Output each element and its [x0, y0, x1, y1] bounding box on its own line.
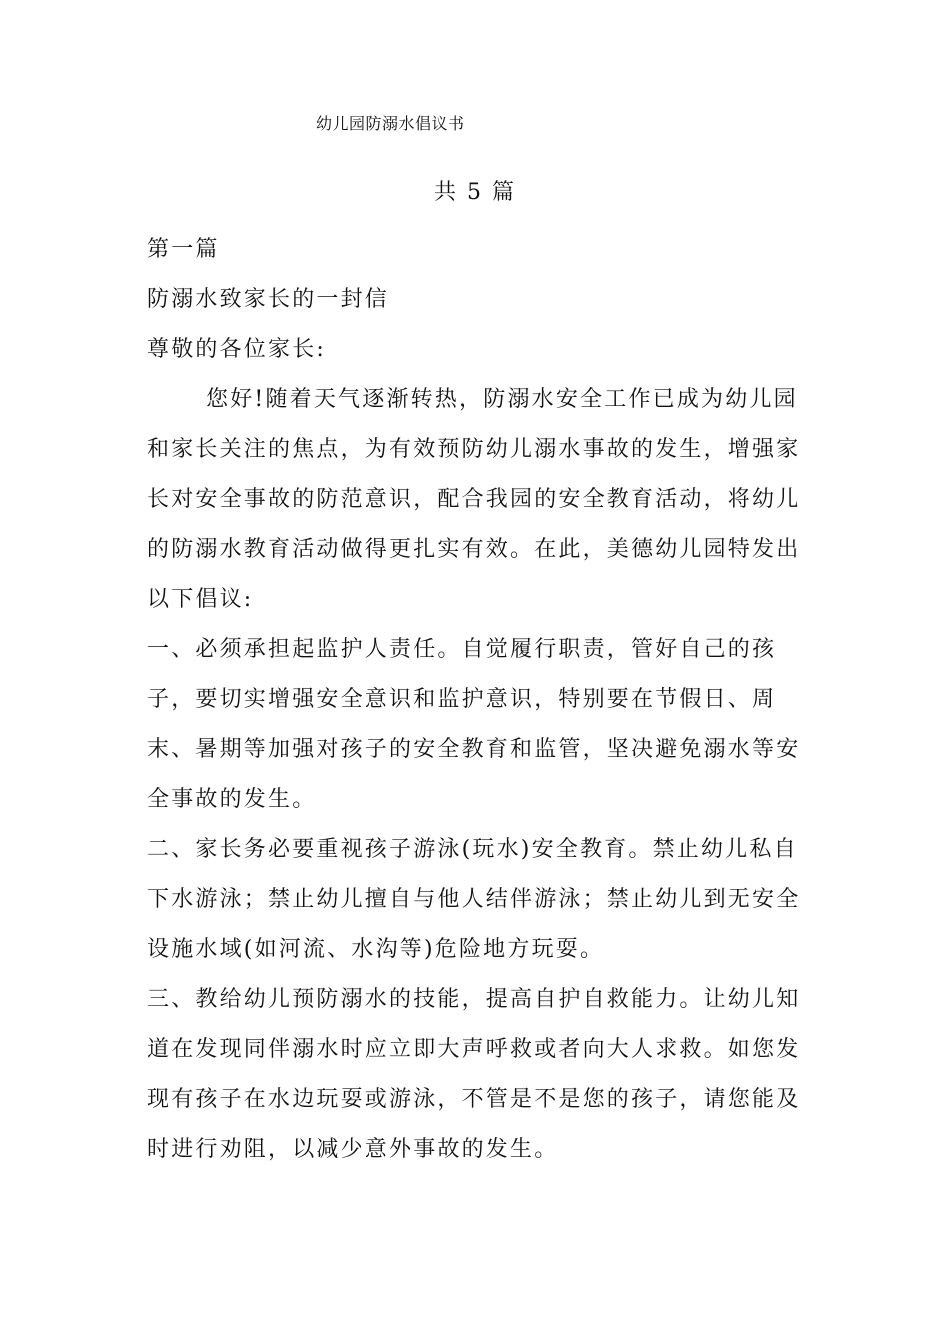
proposal-three-paragraph: 三、教给幼儿预防溺水的技能，提高自护自救能力。让幼儿知道在发现同伴溺水时应立即大声呼救或者向大人求救。如您发现有孩子在水边玩耍或游泳，不管是不是您的孩子，请您能及时进行劝阻，以减少意外事故的发生。 [147, 987, 801, 1162]
salutation: 尊敬的各位家长: [147, 337, 327, 362]
intro-paragraph: 您好!随着天气逐渐转热，防溺水安全工作已成为幼儿园和家长关注的焦点，为有效预防幼儿溺水事故的发生，增强家长对安全事故的防范意识，配合我园的安全教育活动，将幼儿的防溺水教育活动做得更扎实有效。在此，美德幼儿园特发出以下倡议: [147, 387, 801, 612]
section-label: 第一篇 [147, 237, 220, 262]
proposal-one-paragraph: 一、必须承担起监护人责任。自觉履行职责，管好自己的孩子，要切实增强安全意识和监护意识，特别要在节假日、周末、暑期等加强对孩子的安全教育和监管，坚决避免溺水等安全事故的发生。 [147, 637, 801, 812]
document-header-title: 幼儿园防溺水倡议书 [316, 114, 465, 133]
article-count-title: 共 5 篇 [434, 180, 516, 205]
proposal-two-paragraph: 二、家长务必要重视孩子游泳(玩水)安全教育。禁止幼儿私自下水游泳；禁止幼儿擅自与他人结伴游泳；禁止幼儿到无安全设施水域(如河流、水沟等)危险地方玩耍。 [147, 837, 801, 962]
letter-title: 防溺水致家长的一封信 [147, 287, 390, 312]
document-body [147, 225, 807, 1175]
